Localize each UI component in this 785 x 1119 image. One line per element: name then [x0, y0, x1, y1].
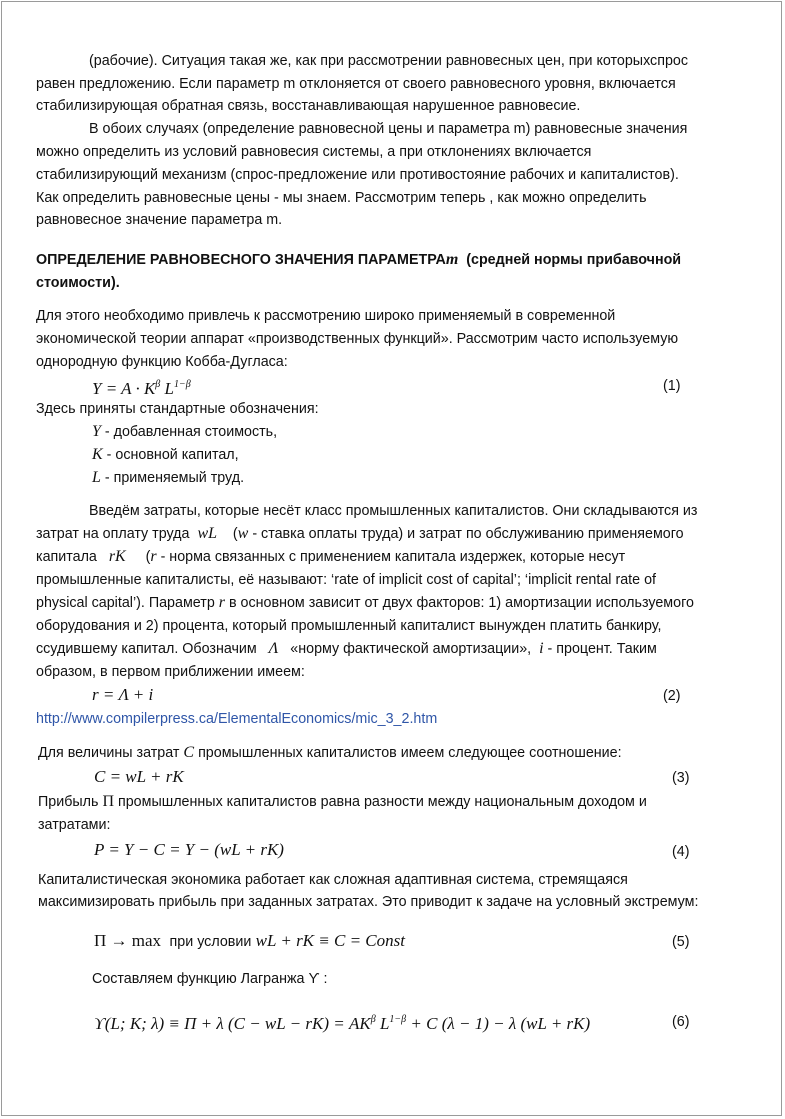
text-line: равен предложению. Если параметр m отклоняется от своего равновесного уровня, включается: [36, 76, 676, 92]
text-line: Здесь приняты стандартные обозначения:: [36, 401, 319, 417]
notation-item: K - основной капитал,: [92, 446, 239, 463]
text-line: равновесное значение параметра m.: [36, 212, 283, 228]
section-heading-cont: стоимости).: [36, 275, 120, 291]
text-line: ссудившему капитал. Обозначим Λ «норму фактической амортизации», i - процент. Таким: [36, 640, 657, 657]
text-line: затратами:: [38, 817, 111, 833]
text-line: Для величины затрат C промышленных капиталистов имеем следующее соотношение:: [38, 744, 622, 761]
notation-item: L - применяемый труд.: [92, 469, 245, 486]
text-line: промышленные капиталисты, её называют: ‘rate of implicit cost of capital’; ‘implicit rental rate of: [36, 572, 656, 588]
section-heading: [36, 251, 681, 269]
equation-number: (3): [672, 770, 690, 786]
text-line: Прибыль Π промышленных капиталистов равна разности между национальным доходом и: [38, 793, 647, 810]
reference-link[interactable]: http://www.compilerpress.ca/ElementalEconomics/mic_3_2.htm: [36, 711, 438, 727]
text-line: можно определить из условий равновесия системы, а при отклонениях включается: [36, 144, 592, 160]
text-line: стабилизирующая обратная связь, восстанавливающая нарушенное равновесие.: [36, 98, 581, 114]
text-line: physical capital’). Параметр r в основном зависит от двух факторов: 1) амортизации используемого: [36, 594, 694, 611]
text-line: затрат на оплату труда wL (w - ставка оплаты труда) и затрат по обслуживанию применяемого: [36, 525, 684, 542]
text-line: оборудования и 2) процента, который промышленный капиталист вынужден платить банкиру,: [36, 618, 662, 634]
equation-number: (5): [672, 934, 690, 950]
equation-number: (2): [663, 688, 681, 704]
text-line: Капиталистическая экономика работает как сложная адаптивная система, стремящаяся: [38, 872, 628, 888]
equation-4: P = Y − C = Y − (wL + rK): [94, 840, 284, 859]
text-line: капитала rK (r - норма связанных с применением капитала издержек, которые несут: [36, 548, 626, 565]
text-line: Введём затраты, которые несёт класс промышленных капиталистов. Они складываются из: [89, 503, 698, 519]
equation-2: r = Λ + i: [92, 685, 154, 704]
equation-number: (1): [663, 378, 681, 394]
equation-6: ϒ(L; K; λ) ≡ Π + λ (C − wL − $rK) = AK^\beta$ $L^{1-\beta} + C$ (λ − 1) − λ (wL + rK): [94, 1014, 591, 1033]
equation-1: $Y = A \cdot K^\beta$ $L^{1-\beta}$: [92, 379, 191, 398]
text-line: экономической теории аппарат «производственных функций». Рассмотрим часто используемую: [36, 331, 679, 347]
text-line: Для этого необходимо привлечь к рассмотрению широко применяемый в современной: [36, 308, 616, 324]
equation-number: (4): [672, 844, 690, 860]
heading-text: (средней нормы прибавочной: [466, 252, 682, 268]
text-line: В обоих случаях (определение равновесной цены и параметра m) равновесные значения: [89, 121, 688, 137]
text-line: Составляем функцию Лагранжа ϒ :: [92, 971, 328, 987]
equation-5: Π → max при условии wL + rK ≡ C = Const: [94, 931, 405, 950]
document-page: [1, 1, 782, 1116]
text-line: стабилизирующий механизм (спрос-предложение или противостояние рабочих и капиталистов).: [36, 167, 679, 183]
heading-symbol: m: [445, 251, 459, 268]
heading-text: ОПРЕДЕЛЕНИЕ РАВНОВЕСНОГО ЗНАЧЕНИЯ ПАРАМЕТРА: [36, 252, 446, 268]
equation-3: C = wL + rK: [94, 767, 184, 786]
notation-item: Y - добавленная стоимость,: [92, 423, 278, 440]
equation-number: (6): [672, 1014, 690, 1030]
text-line: максимизировать прибыль при заданных затратах. Это приводит к задаче на условный экстремум:: [38, 894, 699, 910]
text-line: Как определить равновесные цены - мы знаем. Рассмотрим теперь , как можно определить: [36, 190, 647, 206]
text-line: образом, в первом приближении имеем:: [36, 664, 305, 680]
text-line: (рабочие). Ситуация такая же, как при рассмотрении равновесных цен, при которыхспрос: [89, 53, 689, 69]
text-line: однородную функцию Кобба-Дугласа:: [36, 354, 288, 370]
